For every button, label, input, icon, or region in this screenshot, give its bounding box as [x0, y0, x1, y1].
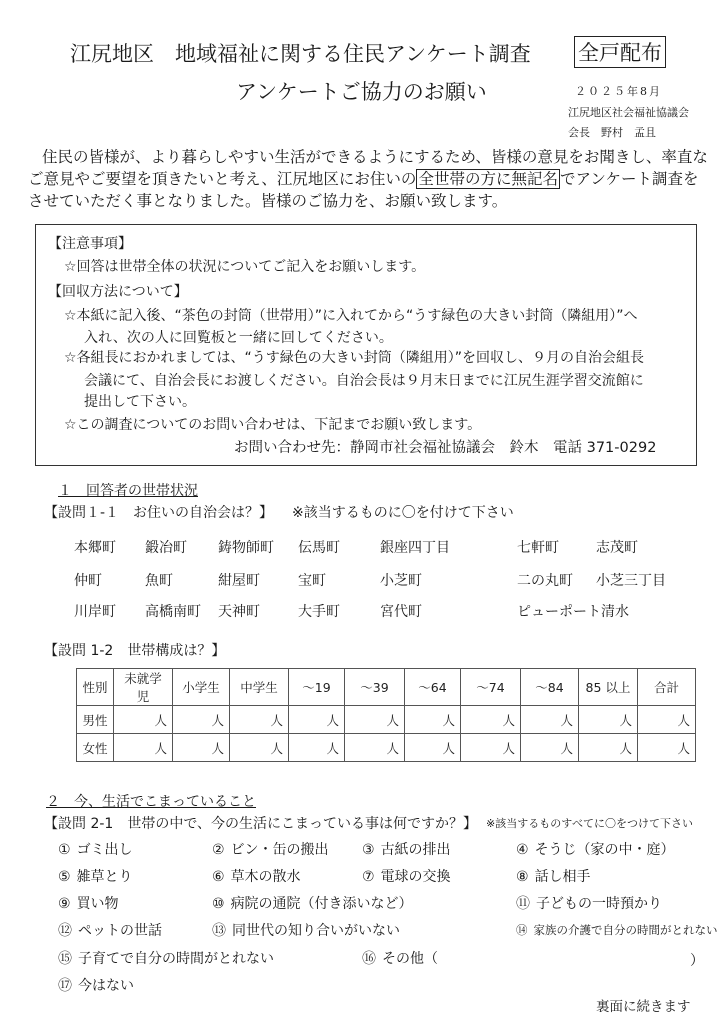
question-1-1-instruction: ※該当するものに〇を付けて下さい [292, 505, 514, 521]
intro-line-3: させていただく事となりました。皆様のご協力を、お願い致します。 [28, 192, 508, 210]
count-input-cell[interactable]: 人 [405, 706, 461, 734]
collection-item-2-line-1: ☆各組長におかれましては、“うす緑色の大きい封筒（隣組用）”を回収し、９月の自治会組長 [64, 350, 645, 366]
trouble-option[interactable] [212, 920, 400, 940]
option-number: ④ [516, 842, 529, 858]
collection-item-1-line-1: ☆本紙に記入後、“茶色の封筒（世帯用）”に入れてから“うす緑色の大きい封筒（隣組用）”へ [64, 308, 638, 324]
anonymous-all-households-highlight: 全世帯の方に無記名 [418, 170, 558, 188]
count-input-cell[interactable]: 人 [521, 706, 579, 734]
town-option[interactable]: 七軒町 [517, 540, 559, 556]
town-option[interactable]: 伝馬町 [298, 540, 340, 556]
intro-line-1: 住民の皆様が、より暮らしやすい生活ができるようにするため、皆様の意見をお聞きし、率直な [42, 148, 708, 166]
table-header-row [77, 669, 696, 706]
count-input-cell[interactable]: 人 [345, 734, 405, 762]
continue-note: 裏面に続きます [596, 999, 691, 1015]
row-label: 女性 [77, 734, 114, 762]
intro-line-2-start: ご意見やご要望を頂きたいと考え、江尻地区にお住いの [28, 170, 417, 188]
town-option[interactable]: 本郷町 [74, 540, 116, 556]
question-2-1-label: 【設問 2-1 世帯の中で、今の生活にこまっている事は何ですか？】 [44, 816, 478, 832]
section-1-heading: １ 回答者の世帯状況 [58, 483, 198, 499]
count-input-cell[interactable]: 人 [579, 706, 638, 734]
column-header: 合計 [638, 669, 696, 706]
option-number: ⑭ [516, 923, 528, 937]
town-option[interactable]: 鍛冶町 [145, 540, 187, 556]
town-option[interactable]: 紺屋町 [218, 573, 260, 589]
count-input-cell[interactable]: 人 [521, 734, 579, 762]
collection-item-2-line-3: 提出して下さい。 [84, 394, 196, 410]
option-label: 家族の介護で自分の時間がとれない [533, 923, 718, 937]
option-label: 話し相手 [534, 869, 591, 885]
option-label: 古紙の排出 [380, 842, 451, 858]
count-input-cell[interactable]: 人 [114, 734, 173, 762]
town-option[interactable]: 高橋南町 [145, 604, 201, 620]
town-option[interactable]: 大手町 [298, 604, 340, 620]
trouble-option[interactable] [516, 839, 675, 859]
inquiry-item: ☆この調査についてのお問い合わせは、下記までお願い致します。 [64, 417, 482, 433]
column-header: 85 以上 [579, 669, 638, 706]
issue-date: ２０２５年8月 [575, 85, 662, 98]
town-option[interactable]: 宝町 [298, 573, 326, 589]
question-2-1-instruction: ※該当するものすべてに〇をつけて下さい [486, 817, 693, 830]
option-number: ⑯ [362, 951, 376, 967]
count-input-cell[interactable]: 人 [289, 734, 345, 762]
column-header: 未就学児 [114, 669, 173, 706]
option-number: ⑦ [362, 869, 375, 885]
option-number: ⑮ [58, 951, 72, 967]
count-input-cell[interactable]: 人 [638, 706, 696, 734]
option-label: ゴミ出し [76, 842, 133, 858]
notice-box [35, 224, 697, 466]
survey-title: 江尻地区 地域福祉に関する住民アンケート調査 [70, 42, 531, 66]
column-header: ～39 [345, 669, 405, 706]
trouble-option[interactable] [58, 920, 162, 940]
table-row-male [77, 706, 696, 734]
trouble-option[interactable] [516, 866, 591, 886]
trouble-option[interactable] [212, 866, 301, 886]
option-label: 病院の通院（付き添いなど） [230, 896, 413, 912]
count-input-cell[interactable]: 人 [345, 706, 405, 734]
other-close-paren: ） [690, 953, 704, 969]
trouble-option[interactable] [516, 922, 718, 938]
question-1-2-label: 【設問 1-2 世帯構成は？】 [44, 643, 226, 659]
trouble-option[interactable] [362, 866, 451, 886]
column-header: ～74 [461, 669, 521, 706]
option-number: ① [58, 842, 71, 858]
trouble-option[interactable] [58, 975, 134, 995]
count-input-cell[interactable]: 人 [405, 734, 461, 762]
column-header: 性別 [77, 669, 114, 706]
caution-item: ☆回答は世帯全体の状況についてご記入をお願いします。 [64, 259, 426, 275]
town-option[interactable]: 二の丸町 [517, 573, 573, 589]
option-label: 電球の交換 [380, 869, 451, 885]
count-input-cell[interactable]: 人 [579, 734, 638, 762]
town-option[interactable]: 宮代町 [380, 604, 422, 620]
option-number: ⑧ [516, 869, 529, 885]
option-number: ⑩ [212, 896, 225, 912]
option-label: ペットの世話 [78, 923, 162, 939]
option-label: 雑草とり [76, 869, 133, 885]
trouble-option[interactable] [58, 839, 133, 859]
town-option[interactable]: ピューポート清水 [517, 604, 629, 620]
count-input-cell[interactable]: 人 [114, 706, 173, 734]
trouble-option[interactable] [58, 893, 119, 913]
option-number: ⑤ [58, 869, 71, 885]
option-number: ⑫ [58, 923, 72, 939]
option-label: その他（ [382, 951, 438, 967]
town-option[interactable]: 魚町 [145, 573, 173, 589]
town-option[interactable]: 川岸町 [74, 604, 116, 620]
intro-line-2-end: でアンケート調査を [559, 170, 699, 188]
option-label: そうじ（家の中・庭） [534, 842, 675, 858]
town-option[interactable]: 天神町 [218, 604, 260, 620]
survey-subtitle: アンケートご協力のお願い [236, 80, 487, 104]
option-label: 子どもの一時預かり [536, 896, 662, 912]
town-option[interactable]: 鋳物師町 [218, 540, 274, 556]
collection-heading: 【回収方法について】 [48, 284, 188, 300]
count-input-cell[interactable]: 人 [173, 734, 230, 762]
option-number: ⑪ [516, 896, 530, 912]
trouble-option[interactable] [58, 866, 133, 886]
column-header: ～64 [405, 669, 461, 706]
option-number: ⑬ [212, 923, 226, 939]
town-option[interactable]: 志茂町 [596, 540, 638, 556]
option-label: 草木の散水 [230, 869, 301, 885]
count-input-cell[interactable]: 人 [461, 706, 521, 734]
trouble-option[interactable] [362, 839, 451, 859]
distribution-badge: 全戸配布 [574, 36, 666, 68]
option-label: 同世代の知り合いがいない [232, 923, 400, 939]
contact-info: お問い合わせ先：静岡市社会福祉協議会 鈴木 電話 371-0292 [234, 440, 657, 456]
column-header: 小学生 [173, 669, 230, 706]
question-1-1-label: 【設問１-１ お住いの自治会は？】 [44, 505, 274, 521]
count-input-cell[interactable]: 人 [638, 734, 696, 762]
section-2-heading: ２ 今、生活でこまっていること [46, 794, 256, 810]
column-header: ～84 [521, 669, 579, 706]
count-input-cell[interactable]: 人 [461, 734, 521, 762]
option-label: 今はない [78, 978, 134, 994]
option-number: ③ [362, 842, 375, 858]
organization-name: 江尻地区社会福祉協議会 [568, 106, 689, 119]
town-option[interactable]: 小芝三丁目 [596, 573, 666, 589]
collection-item-1-line-2: 入れ、次の人に回覧板と一緒に回してください。 [84, 330, 393, 346]
trouble-option[interactable] [212, 893, 413, 913]
collection-item-2-line-2: 会議にて、自治会長にお渡しください。自治会長は９月末日までに江尻生涯学習交流館に [84, 373, 644, 389]
signatory-name: 会長 野村 孟且 [568, 126, 656, 139]
trouble-option[interactable] [362, 948, 438, 968]
town-option[interactable]: 銀座四丁目 [380, 540, 450, 556]
option-number: ⑰ [58, 978, 72, 994]
column-header: ～19 [289, 669, 345, 706]
trouble-option[interactable] [58, 948, 274, 968]
count-input-cell[interactable]: 人 [230, 706, 289, 734]
count-input-cell[interactable]: 人 [289, 706, 345, 734]
intro-line-2 [28, 168, 699, 190]
option-label: 買い物 [76, 896, 119, 912]
option-label: ビン・缶の搬出 [230, 842, 329, 858]
count-input-cell[interactable]: 人 [230, 734, 289, 762]
column-header: 中学生 [230, 669, 289, 706]
option-number: ② [212, 842, 225, 858]
trouble-option[interactable] [516, 893, 662, 913]
household-composition-table [76, 668, 696, 762]
town-option[interactable]: 小芝町 [380, 573, 422, 589]
option-number: ⑨ [58, 896, 71, 912]
row-label: 男性 [77, 706, 114, 734]
option-number: ⑥ [212, 869, 225, 885]
table-row-female [77, 734, 696, 762]
option-label: 子育てで自分の時間がとれない [78, 951, 274, 967]
count-input-cell[interactable]: 人 [173, 706, 230, 734]
trouble-option[interactable] [212, 839, 329, 859]
caution-heading: 【注意事項】 [48, 236, 132, 252]
town-option[interactable]: 仲町 [74, 573, 102, 589]
